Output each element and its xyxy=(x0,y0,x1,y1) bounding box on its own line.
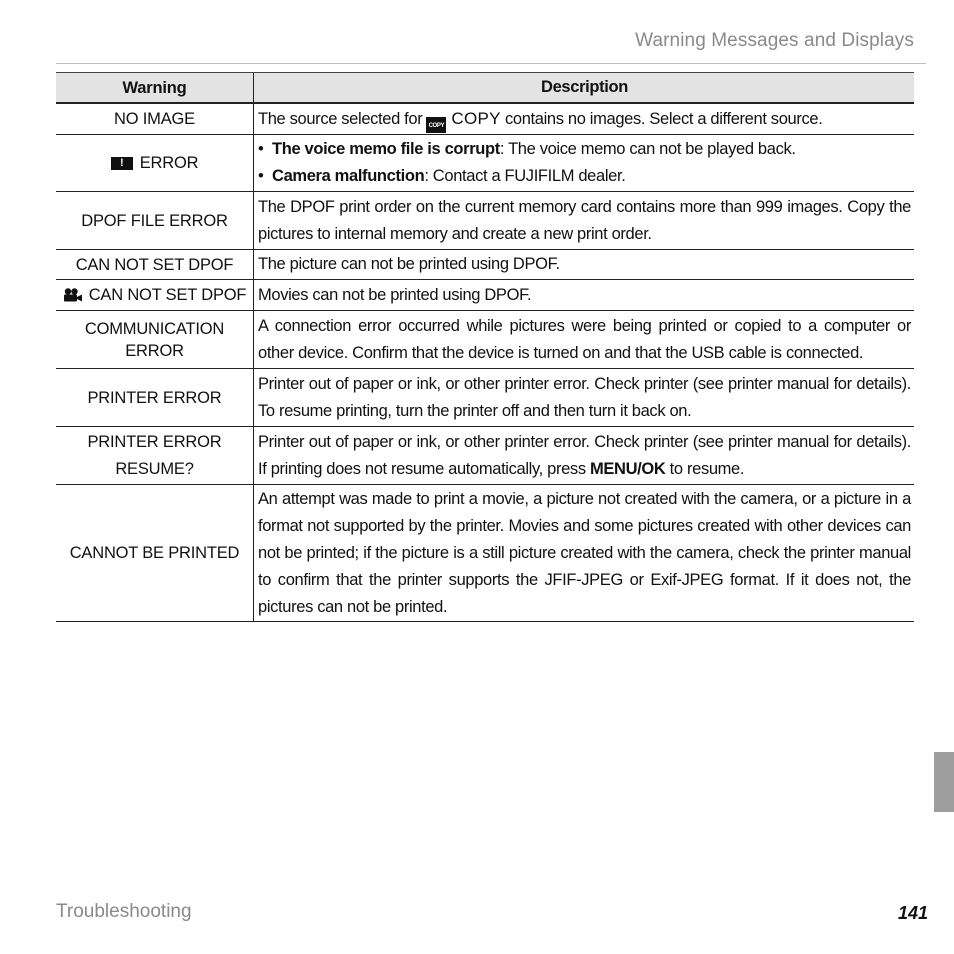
description-cell: Movies can not be printed using DPOF. xyxy=(258,285,532,304)
warning-cell xyxy=(56,280,254,310)
bold-term: The voice memo file is corrupt xyxy=(272,140,500,158)
footer-section: Troubleshooting xyxy=(56,901,192,922)
description-text: Printer out of paper or ink, or other printer error. Check printer (see printer manual for details). If printing does not resume automatically, press xyxy=(258,432,911,478)
copy-label: COPY xyxy=(451,109,501,128)
page-number: 141 xyxy=(897,903,928,923)
description-text: to resume. xyxy=(669,459,745,478)
bold-term: Camera malfunction xyxy=(272,167,425,185)
warning-cell: COMMUNICATION ERROR xyxy=(56,311,254,368)
description-text: : The voice memo can not be played back. xyxy=(499,140,796,158)
warning-cell: PRINTER ERROR xyxy=(56,369,254,426)
list-item: • The voice memo file is corrupt: The voice memo can not be played back. xyxy=(258,140,796,158)
copy-icon: COPY xyxy=(426,117,446,133)
warning-cell: CAN NOT SET DPOF xyxy=(56,250,254,279)
warning-label: ERROR xyxy=(139,154,199,172)
warning-cell xyxy=(56,135,254,191)
table-row xyxy=(56,192,914,250)
description-cell: Printer out of paper or ink, or other printer error. Check printer (see printer manual for details). To resume printing, turn the printer off and then turn it back on. xyxy=(258,374,911,420)
table-row xyxy=(56,104,914,135)
warning-label: RESUME? xyxy=(115,459,194,478)
table-row xyxy=(56,250,914,280)
description-cell: The picture can not be printed using DPOF. xyxy=(258,255,560,273)
column-header-description: Description xyxy=(541,78,628,96)
description-cell xyxy=(254,135,914,191)
warning-label: CAN NOT SET DPOF xyxy=(88,286,247,304)
table-row xyxy=(56,485,914,622)
table-row xyxy=(56,427,914,485)
warning-table xyxy=(56,72,914,622)
exclamation-box-icon: ! xyxy=(111,157,133,170)
warning-label: PRINTER ERROR xyxy=(87,432,222,451)
table-row xyxy=(56,135,914,192)
column-header-warning: Warning xyxy=(56,73,254,102)
warning-cell xyxy=(56,427,254,484)
menu-ok-label: MENU/OK xyxy=(589,459,666,478)
table-row xyxy=(56,280,914,311)
description-cell: A connection error occurred while pictures were being printed or copied to a computer or other device. Confirm that the device is turned on and that the USB cable is connected. xyxy=(258,316,911,362)
table-header-row xyxy=(56,72,914,104)
description-text: contains no images. Select a different source. xyxy=(505,110,823,128)
warning-cell: CANNOT BE PRINTED xyxy=(56,485,254,621)
description-text: The source selected for xyxy=(258,110,423,128)
description-cell: The DPOF print order on the current memory card contains more than 999 images. Copy the pictures to internal memory and create a new print order. xyxy=(258,197,911,243)
section-title: Warning Messages and Displays xyxy=(635,30,914,51)
movie-camera-icon xyxy=(63,288,83,302)
description-cell: An attempt was made to print a movie, a picture not created with the camera, or a picture in a format not supported by the printer. Movies and some pictures created with other devices can not be printed; if the picture is a still picture created with the camera, check the printer manual to confirm that the printer supports the JFIF-JPEG or Exif-JPEG format. If it does not, the pictures can not be printed. xyxy=(258,489,911,616)
warning-cell: DPOF FILE ERROR xyxy=(56,192,254,249)
table-row xyxy=(56,311,914,369)
list-item: • Camera malfunction: Contact a FUJIFILM dealer. xyxy=(258,167,626,185)
description-cell xyxy=(254,104,914,134)
warning-cell: NO IMAGE xyxy=(56,104,254,134)
header-divider xyxy=(56,63,926,64)
chapter-tab xyxy=(934,752,954,812)
description-cell xyxy=(254,427,914,484)
table-row xyxy=(56,369,914,427)
description-text: : Contact a FUJIFILM dealer. xyxy=(424,167,626,185)
